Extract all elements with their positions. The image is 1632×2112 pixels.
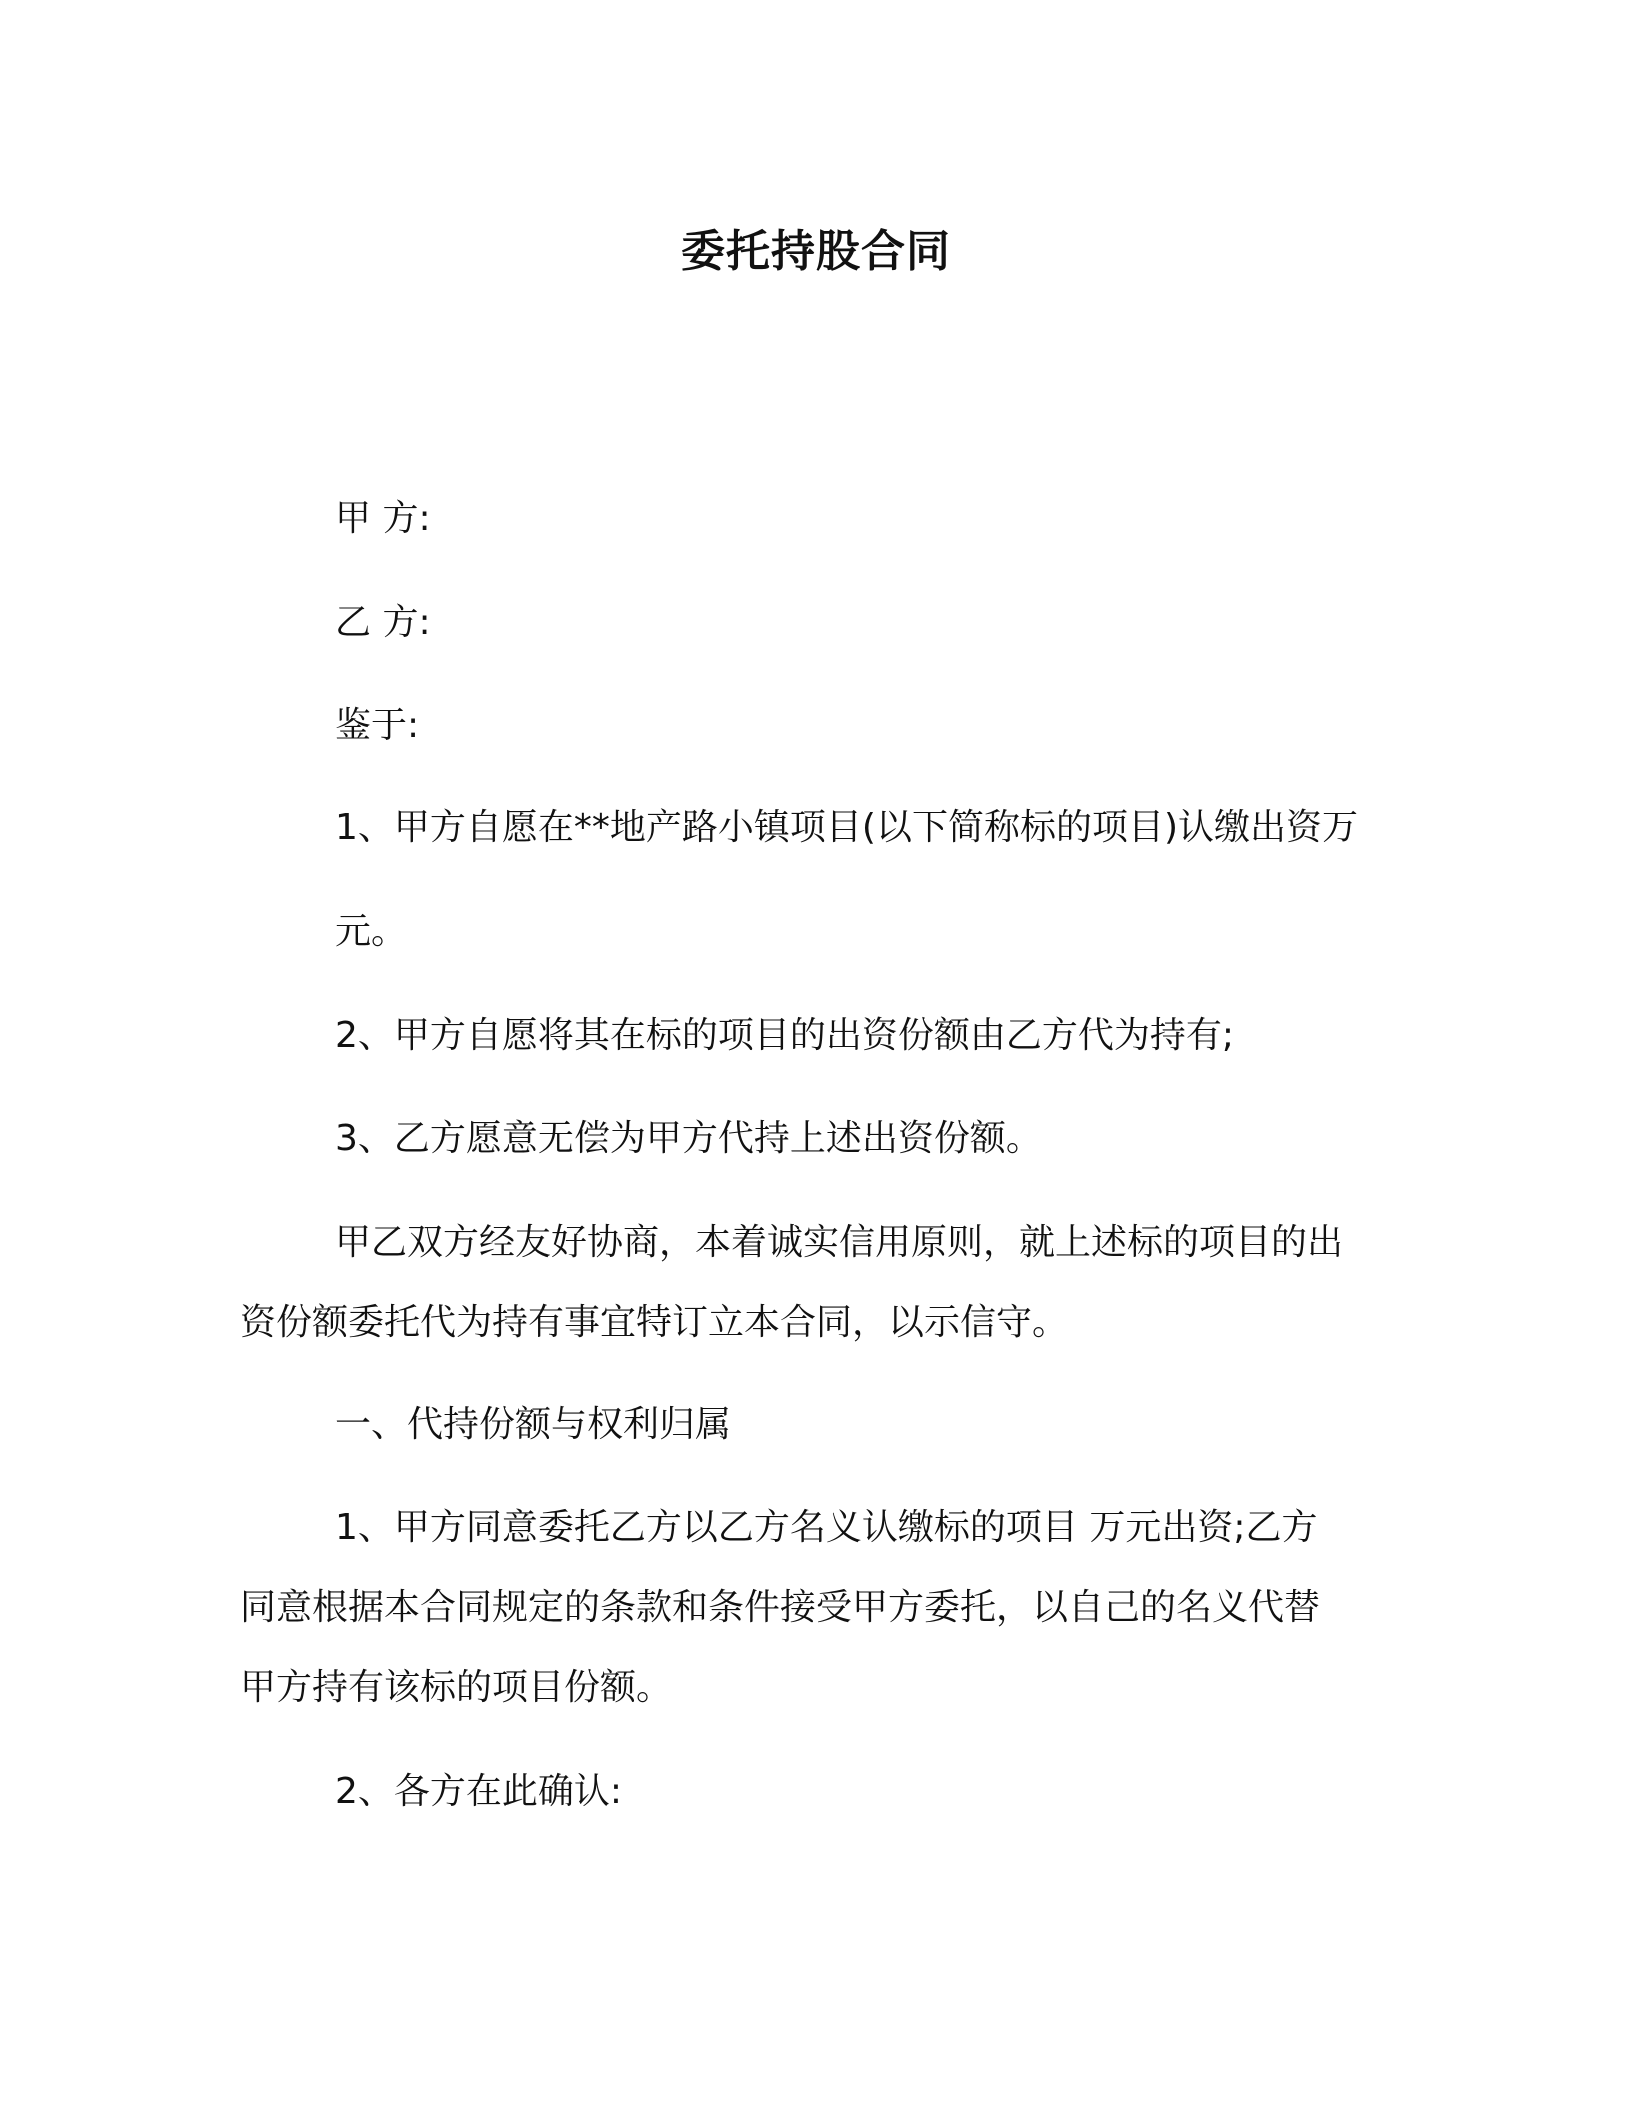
section-1-heading: 一、代持份额与权利归属 xyxy=(335,1404,732,1445)
document-title: 委托持股合同 xyxy=(681,226,951,277)
preamble-line-1: 甲乙双方经友好协商，本着诚实信用原则，就上述标的项目的出 xyxy=(335,1222,1344,1263)
clause-1-line-3: 甲方持有该标的项目份额。 xyxy=(240,1667,673,1708)
clause-2: 2、各方在此确认: xyxy=(335,1771,623,1812)
preamble-line-2: 资份额委托代为持有事宜特订立本合同，以示信守。 xyxy=(240,1302,1069,1343)
whereas-label: 鉴于: xyxy=(335,705,420,746)
clause-1-line-1: 1、甲方同意委托乙方以乙方名义认缴标的项目 万元出资;乙方 xyxy=(335,1507,1318,1548)
whereas-item-3: 3、乙方愿意无偿为甲方代持上述出资份额。 xyxy=(335,1118,1042,1159)
whereas-item-2: 2、甲方自愿将其在标的项目的出资份额由乙方代为持有; xyxy=(335,1015,1235,1056)
whereas-item-1-line-1: 1、甲方自愿在**地产路小镇项目(以下简称标的项目)认缴出资万 xyxy=(335,807,1358,848)
whereas-item-1-line-2: 元。 xyxy=(335,911,408,952)
party-a-label: 甲 方: xyxy=(335,498,431,539)
clause-1-line-2: 同意根据本合同规定的条款和条件接受甲方委托，以自己的名义代替 xyxy=(240,1587,1321,1628)
party-b-label: 乙 方: xyxy=(335,602,431,643)
